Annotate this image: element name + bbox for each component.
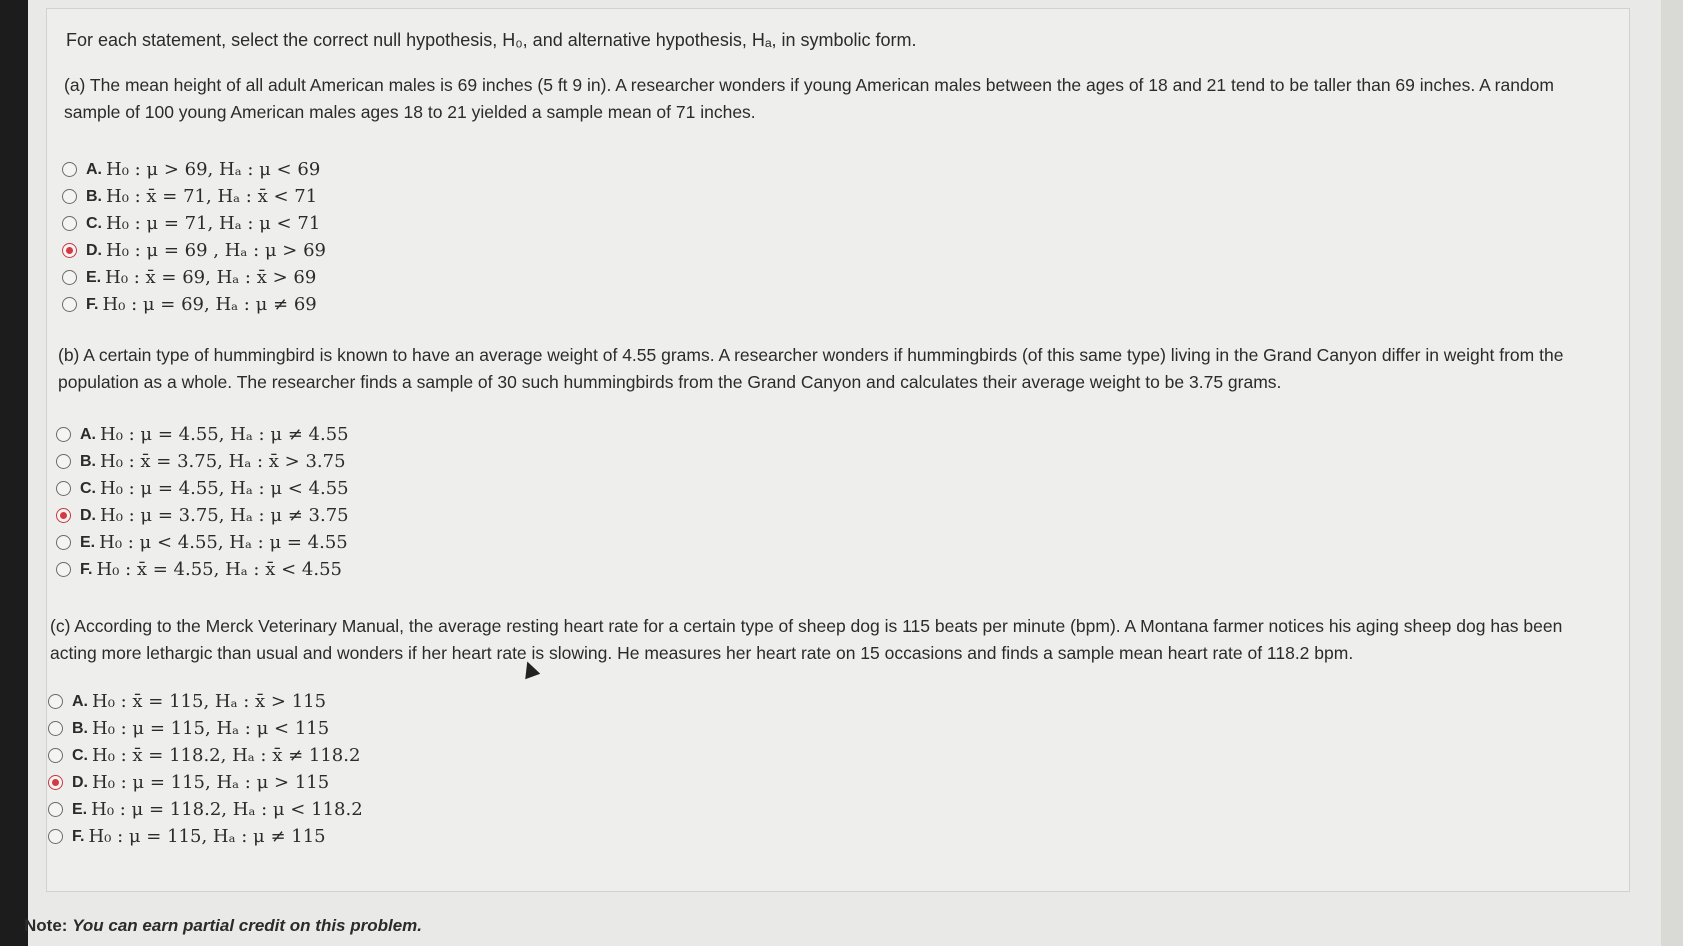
option-hypothesis: H₀ : x̄ = 3.75, Hₐ : x̄ > 3.75 bbox=[100, 451, 346, 472]
radio-unselected-icon[interactable] bbox=[56, 481, 71, 496]
option-a-e[interactable] bbox=[62, 264, 326, 291]
option-hypothesis: H₀ : x̄ = 115, Hₐ : x̄ > 115 bbox=[92, 691, 327, 712]
option-letter: E. bbox=[80, 533, 96, 551]
option-hypothesis: H₀ : μ = 4.55, Hₐ : μ ≠ 4.55 bbox=[100, 424, 349, 445]
note-text: You can earn partial credit on this problem. bbox=[72, 916, 423, 935]
option-letter: B. bbox=[80, 452, 96, 470]
option-c-f[interactable] bbox=[48, 823, 363, 850]
option-letter: D. bbox=[72, 773, 88, 791]
radio-unselected-icon[interactable] bbox=[56, 562, 71, 577]
note-label: Note: bbox=[24, 916, 68, 935]
option-hypothesis: H₀ : μ = 115, Hₐ : μ ≠ 115 bbox=[88, 826, 326, 847]
option-hypothesis: H₀ : x̄ = 118.2, Hₐ : x̄ ≠ 118.2 bbox=[92, 745, 361, 766]
option-letter: D. bbox=[80, 506, 96, 524]
radio-unselected-icon[interactable] bbox=[56, 427, 71, 442]
option-letter: C. bbox=[72, 746, 88, 764]
radio-unselected-icon[interactable] bbox=[56, 454, 71, 469]
option-letter: F. bbox=[80, 560, 93, 578]
option-c-a[interactable] bbox=[48, 688, 363, 715]
radio-unselected-icon[interactable] bbox=[62, 216, 77, 231]
problem-instructions: For each statement, select the correct null hypothesis, H₀, and alternative hypothesis, Hₐ, in symbolic form. bbox=[66, 30, 917, 50]
option-hypothesis: H₀ : μ = 69 , Hₐ : μ > 69 bbox=[106, 240, 326, 261]
radio-selected-icon[interactable] bbox=[56, 508, 71, 523]
radio-selected-icon[interactable] bbox=[62, 243, 77, 258]
option-hypothesis: H₀ : μ > 69, Hₐ : μ < 69 bbox=[106, 159, 321, 180]
option-letter: A. bbox=[72, 692, 88, 710]
option-letter: F. bbox=[86, 295, 99, 313]
option-hypothesis: H₀ : μ = 71, Hₐ : μ < 71 bbox=[106, 213, 321, 234]
question-b-options bbox=[56, 421, 349, 583]
radio-unselected-icon[interactable] bbox=[56, 535, 71, 550]
option-letter: E. bbox=[86, 268, 102, 286]
radio-unselected-icon[interactable] bbox=[62, 297, 77, 312]
radio-unselected-icon[interactable] bbox=[48, 748, 63, 763]
option-letter: A. bbox=[80, 425, 96, 443]
question-b-text: (b) A certain type of hummingbird is known to have an average weight of 4.55 grams. A researcher wonders if hummingbirds (of this same type) living in the Grand Canyon differ in weight from the population as a whole. The researcher finds a sample of 30 such hummingbirds from the Grand Canyon and calculates their average weight to be 3.75 grams. bbox=[58, 345, 1564, 392]
option-b-e[interactable] bbox=[56, 529, 349, 556]
option-letter: C. bbox=[86, 214, 102, 232]
option-hypothesis: H₀ : μ = 4.55, Hₐ : μ < 4.55 bbox=[100, 478, 349, 499]
radio-unselected-icon[interactable] bbox=[48, 721, 63, 736]
option-hypothesis: H₀ : x̄ = 4.55, Hₐ : x̄ < 4.55 bbox=[96, 559, 342, 580]
radio-unselected-icon[interactable] bbox=[48, 829, 63, 844]
option-b-c[interactable] bbox=[56, 475, 349, 502]
option-a-b[interactable] bbox=[62, 183, 326, 210]
option-c-e[interactable] bbox=[48, 796, 363, 823]
question-a-text: (a) The mean height of all adult American males is 69 inches (5 ft 9 in). A researcher wonders if young American males between the ages of 18 and 21 tend to be taller than 69 inches. A random sample of 100 young American males ages 18 to 21 yielded a sample mean of 71 inches. bbox=[64, 75, 1554, 122]
option-letter: F. bbox=[72, 827, 85, 845]
option-hypothesis: H₀ : x̄ = 69, Hₐ : x̄ > 69 bbox=[105, 267, 317, 288]
partial-credit-note bbox=[24, 916, 422, 936]
screen-bezel-right bbox=[1661, 0, 1683, 946]
radio-selected-icon[interactable] bbox=[48, 775, 63, 790]
radio-unselected-icon[interactable] bbox=[48, 694, 63, 709]
option-letter: D. bbox=[86, 241, 102, 259]
option-letter: C. bbox=[80, 479, 96, 497]
option-letter: B. bbox=[72, 719, 88, 737]
option-hypothesis: H₀ : x̄ = 71, Hₐ : x̄ < 71 bbox=[106, 186, 318, 207]
radio-unselected-icon[interactable] bbox=[62, 270, 77, 285]
question-a-options bbox=[62, 156, 326, 318]
option-b-f[interactable] bbox=[56, 556, 349, 583]
option-hypothesis: H₀ : μ = 115, Hₐ : μ > 115 bbox=[92, 772, 330, 793]
option-letter: E. bbox=[72, 800, 88, 818]
radio-unselected-icon[interactable] bbox=[62, 189, 77, 204]
option-b-d[interactable] bbox=[56, 502, 349, 529]
option-hypothesis: H₀ : μ = 3.75, Hₐ : μ ≠ 3.75 bbox=[100, 505, 349, 526]
option-a-d[interactable] bbox=[62, 237, 326, 264]
option-hypothesis: H₀ : μ = 118.2, Hₐ : μ < 118.2 bbox=[91, 799, 363, 820]
radio-unselected-icon[interactable] bbox=[62, 162, 77, 177]
option-a-f[interactable] bbox=[62, 291, 326, 318]
option-b-b[interactable] bbox=[56, 448, 349, 475]
radio-unselected-icon[interactable] bbox=[48, 802, 63, 817]
option-hypothesis: H₀ : μ = 115, Hₐ : μ < 115 bbox=[92, 718, 330, 739]
option-a-a[interactable] bbox=[62, 156, 326, 183]
screen-bezel-left bbox=[0, 0, 28, 946]
option-c-b[interactable] bbox=[48, 715, 363, 742]
option-letter: B. bbox=[86, 187, 102, 205]
option-c-d[interactable] bbox=[48, 769, 363, 796]
question-c-text: (c) According to the Merck Veterinary Manual, the average resting heart rate for a certain type of sheep dog is 115 beats per minute (bpm). A Montana farmer notices his aging sheep dog has been acting more lethargic than usual and wonders if her heart rate is slowing. He measures her heart rate on 15 occasions and finds a sample mean heart rate of 118.2 bpm. bbox=[50, 616, 1563, 663]
option-b-a[interactable] bbox=[56, 421, 349, 448]
option-hypothesis: H₀ : μ < 4.55, Hₐ : μ = 4.55 bbox=[99, 532, 348, 553]
option-hypothesis: H₀ : μ = 69, Hₐ : μ ≠ 69 bbox=[102, 294, 317, 315]
question-c-options bbox=[48, 688, 363, 850]
option-a-c[interactable] bbox=[62, 210, 326, 237]
option-c-c[interactable] bbox=[48, 742, 363, 769]
option-letter: A. bbox=[86, 160, 102, 178]
